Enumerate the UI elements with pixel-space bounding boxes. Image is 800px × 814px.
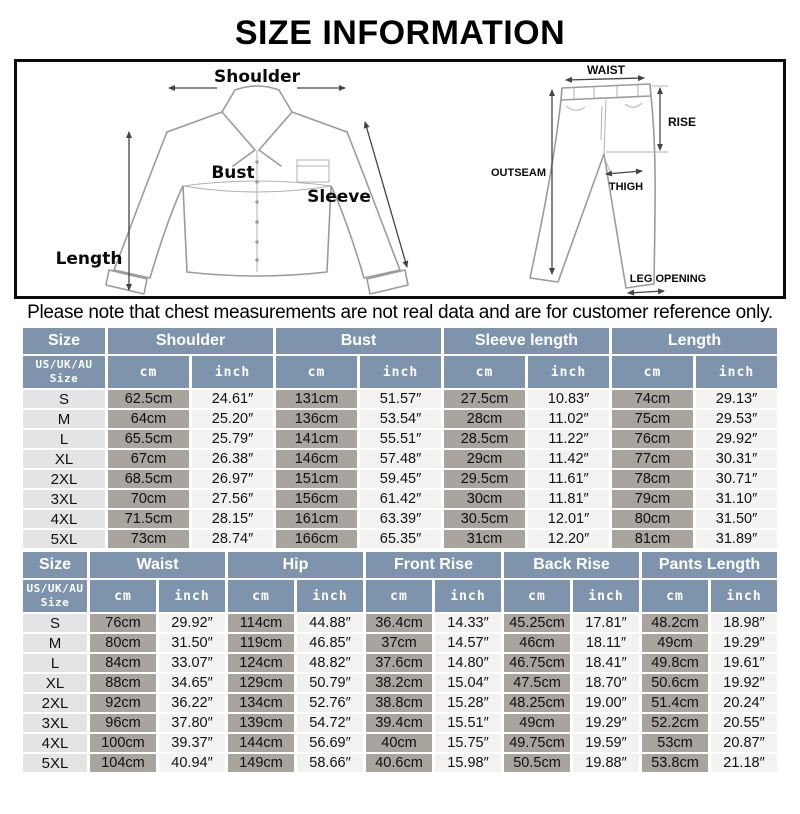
inch-value-cell: 58.66″: [297, 754, 363, 772]
cm-value-cell: 52.2cm: [642, 714, 708, 732]
size-label-cell: 5XL: [23, 530, 105, 548]
unit-inch-header: inch: [297, 580, 363, 612]
thigh-label: THIGH: [608, 181, 644, 193]
unit-cm-header: cm: [276, 356, 357, 388]
inch-value-cell: 56.69″: [297, 734, 363, 752]
cm-value-cell: 161cm: [276, 510, 357, 528]
inch-value-cell: 11.22″: [528, 430, 609, 448]
cm-value-cell: 114cm: [228, 614, 294, 632]
inch-value-cell: 15.28″: [435, 694, 501, 712]
inch-value-cell: 34.65″: [159, 674, 225, 692]
inch-value-cell: 39.37″: [159, 734, 225, 752]
inch-value-cell: 17.81″: [573, 614, 639, 632]
cm-value-cell: 76cm: [612, 430, 693, 448]
column-group-sleeve-length: Sleeve length: [444, 328, 609, 354]
inch-value-cell: 18.41″: [573, 654, 639, 672]
cm-value-cell: 37.6cm: [366, 654, 432, 672]
size-row-xl: [23, 450, 777, 468]
inch-value-cell: 19.59″: [573, 734, 639, 752]
cm-value-cell: 49.75cm: [504, 734, 570, 752]
shirt-size-table: [20, 326, 780, 550]
size-label-cell: M: [23, 410, 105, 428]
inch-value-cell: 61.42″: [360, 490, 441, 508]
inch-value-cell: 57.48″: [360, 450, 441, 468]
bust-label: Bust: [211, 163, 255, 183]
inch-value-cell: 10.83″: [528, 390, 609, 408]
inch-value-cell: 51.57″: [360, 390, 441, 408]
size-label-cell: M: [23, 634, 87, 652]
cm-value-cell: 30cm: [444, 490, 525, 508]
cm-value-cell: 64cm: [108, 410, 189, 428]
cm-value-cell: 27.5cm: [444, 390, 525, 408]
shoulder-label: Shoulder: [213, 67, 301, 87]
size-standard-header: US/UK/AU Size: [23, 356, 105, 388]
unit-cm-header: cm: [642, 580, 708, 612]
cm-value-cell: 65.5cm: [108, 430, 189, 448]
inch-value-cell: 31.10″: [696, 490, 777, 508]
inch-value-cell: 15.04″: [435, 674, 501, 692]
waist-label: WAIST: [587, 63, 625, 77]
size-row-5xl: [23, 530, 777, 548]
inch-value-cell: 44.88″: [297, 614, 363, 632]
cm-value-cell: 28cm: [444, 410, 525, 428]
cm-value-cell: 80cm: [90, 634, 156, 652]
cm-value-cell: 29cm: [444, 450, 525, 468]
cm-value-cell: 28.5cm: [444, 430, 525, 448]
inch-value-cell: 28.15″: [192, 510, 273, 528]
inch-value-cell: 19.00″: [573, 694, 639, 712]
inch-value-cell: 25.20″: [192, 410, 273, 428]
unit-cm-header: cm: [504, 580, 570, 612]
inch-value-cell: 31.50″: [159, 634, 225, 652]
column-group-header-row: [23, 552, 777, 578]
cm-value-cell: 39.4cm: [366, 714, 432, 732]
cm-value-cell: 77cm: [612, 450, 693, 468]
inch-value-cell: 63.39″: [360, 510, 441, 528]
column-group-shoulder: Shoulder: [108, 328, 273, 354]
cm-value-cell: 67cm: [108, 450, 189, 468]
cm-value-cell: 47.5cm: [504, 674, 570, 692]
cm-value-cell: 78cm: [612, 470, 693, 488]
cm-value-cell: 45.25cm: [504, 614, 570, 632]
cm-value-cell: 46cm: [504, 634, 570, 652]
inch-value-cell: 14.33″: [435, 614, 501, 632]
unit-inch-header: inch: [360, 356, 441, 388]
size-standard-header: US/UK/AU Size: [23, 580, 87, 612]
page-title: SIZE INFORMATION: [234, 14, 566, 52]
cm-value-cell: 80cm: [612, 510, 693, 528]
inch-value-cell: 55.51″: [360, 430, 441, 448]
inch-value-cell: 33.07″: [159, 654, 225, 672]
cm-value-cell: 134cm: [228, 694, 294, 712]
inch-value-cell: 36.22″: [159, 694, 225, 712]
size-row-m: [23, 410, 777, 428]
cm-value-cell: 144cm: [228, 734, 294, 752]
cm-value-cell: 104cm: [90, 754, 156, 772]
inch-value-cell: 30.71″: [696, 470, 777, 488]
unit-header-row: [23, 580, 777, 612]
pants-diagram: [454, 62, 783, 296]
inch-value-cell: 25.79″: [192, 430, 273, 448]
unit-inch-header: inch: [573, 580, 639, 612]
size-label-cell: 4XL: [23, 734, 87, 752]
size-label-cell: 2XL: [23, 470, 105, 488]
cm-value-cell: 49cm: [642, 634, 708, 652]
cm-value-cell: 37cm: [366, 634, 432, 652]
inch-value-cell: 29.92″: [696, 430, 777, 448]
inch-value-cell: 19.88″: [573, 754, 639, 772]
size-row-5xl: [23, 754, 777, 772]
length-label: Length: [55, 249, 123, 269]
cm-value-cell: 129cm: [228, 674, 294, 692]
inch-value-cell: 31.50″: [696, 510, 777, 528]
column-group-bust: Bust: [276, 328, 441, 354]
outseam-label: OUTSEAM: [491, 167, 546, 179]
size-label-cell: S: [23, 614, 87, 632]
unit-cm-header: cm: [366, 580, 432, 612]
cm-value-cell: 119cm: [228, 634, 294, 652]
unit-inch-header: inch: [696, 356, 777, 388]
unit-cm-header: cm: [228, 580, 294, 612]
inch-value-cell: 19.29″: [573, 714, 639, 732]
inch-value-cell: 54.72″: [297, 714, 363, 732]
inch-value-cell: 27.56″: [192, 490, 273, 508]
column-group-waist: Waist: [90, 552, 225, 578]
cm-value-cell: 48.25cm: [504, 694, 570, 712]
size-row-3xl: [23, 490, 777, 508]
unit-cm-header: cm: [612, 356, 693, 388]
cm-value-cell: 146cm: [276, 450, 357, 468]
cm-value-cell: 136cm: [276, 410, 357, 428]
column-group-hip: Hip: [228, 552, 363, 578]
inch-value-cell: 15.98″: [435, 754, 501, 772]
column-group-length: Length: [612, 328, 777, 354]
cm-value-cell: 151cm: [276, 470, 357, 488]
inch-value-cell: 18.70″: [573, 674, 639, 692]
inch-value-cell: 37.80″: [159, 714, 225, 732]
cm-value-cell: 40.6cm: [366, 754, 432, 772]
cm-value-cell: 131cm: [276, 390, 357, 408]
cm-value-cell: 38.8cm: [366, 694, 432, 712]
inch-value-cell: 18.98″: [711, 614, 777, 632]
size-row-4xl: [23, 734, 777, 752]
cm-value-cell: 46.75cm: [504, 654, 570, 672]
cm-value-cell: 68.5cm: [108, 470, 189, 488]
inch-value-cell: 65.35″: [360, 530, 441, 548]
shirt-diagram: [17, 62, 454, 296]
cm-value-cell: 100cm: [90, 734, 156, 752]
cm-value-cell: 31cm: [444, 530, 525, 548]
cm-value-cell: 38.2cm: [366, 674, 432, 692]
size-label-cell: 3XL: [23, 714, 87, 732]
cm-value-cell: 88cm: [90, 674, 156, 692]
unit-inch-header: inch: [528, 356, 609, 388]
cm-value-cell: 156cm: [276, 490, 357, 508]
rise-label: RISE: [668, 115, 697, 129]
size-label-cell: L: [23, 654, 87, 672]
inch-value-cell: 20.24″: [711, 694, 777, 712]
column-group-front-rise: Front Rise: [366, 552, 501, 578]
inch-value-cell: 48.82″: [297, 654, 363, 672]
cm-value-cell: 71.5cm: [108, 510, 189, 528]
column-group-size: Size: [23, 328, 105, 354]
size-row-s: [23, 614, 777, 632]
note-text: Please note that chest measurements are not real data and are for customer reference only.: [27, 302, 773, 323]
cm-value-cell: 79cm: [612, 490, 693, 508]
inch-value-cell: 19.92″: [711, 674, 777, 692]
inch-value-cell: 18.11″: [573, 634, 639, 652]
cm-value-cell: 74cm: [612, 390, 693, 408]
column-group-pants-length: Pants Length: [642, 552, 777, 578]
inch-value-cell: 11.42″: [528, 450, 609, 468]
column-group-size: Size: [23, 552, 87, 578]
pants-size-table: [20, 550, 780, 774]
inch-value-cell: 11.02″: [528, 410, 609, 428]
size-label-cell: S: [23, 390, 105, 408]
inch-value-cell: 40.94″: [159, 754, 225, 772]
cm-value-cell: 141cm: [276, 430, 357, 448]
size-label-cell: 2XL: [23, 694, 87, 712]
column-group-header-row: [23, 328, 777, 354]
unit-cm-header: cm: [108, 356, 189, 388]
cm-value-cell: 30.5cm: [444, 510, 525, 528]
cm-value-cell: 29.5cm: [444, 470, 525, 488]
inch-value-cell: 19.61″: [711, 654, 777, 672]
cm-value-cell: 62.5cm: [108, 390, 189, 408]
inch-value-cell: 11.61″: [528, 470, 609, 488]
inch-value-cell: 14.57″: [435, 634, 501, 652]
leg-opening-label: LEG OPENING: [629, 273, 707, 285]
size-label-cell: 3XL: [23, 490, 105, 508]
size-label-cell: L: [23, 430, 105, 448]
inch-value-cell: 53.54″: [360, 410, 441, 428]
inch-value-cell: 31.89″: [696, 530, 777, 548]
size-row-s: [23, 390, 777, 408]
size-row-l: [23, 654, 777, 672]
cm-value-cell: 53cm: [642, 734, 708, 752]
cm-value-cell: 40cm: [366, 734, 432, 752]
inch-value-cell: 14.80″: [435, 654, 501, 672]
size-row-3xl: [23, 714, 777, 732]
cm-value-cell: 149cm: [228, 754, 294, 772]
size-label-cell: 4XL: [23, 510, 105, 528]
cm-value-cell: 73cm: [108, 530, 189, 548]
inch-value-cell: 26.38″: [192, 450, 273, 468]
size-row-4xl: [23, 510, 777, 528]
inch-value-cell: 21.18″: [711, 754, 777, 772]
cm-value-cell: 50.5cm: [504, 754, 570, 772]
inch-value-cell: 20.87″: [711, 734, 777, 752]
inch-value-cell: 29.92″: [159, 614, 225, 632]
unit-header-row: [23, 356, 777, 388]
size-row-2xl: [23, 694, 777, 712]
sleeve-label: Sleeve: [307, 187, 371, 207]
inch-value-cell: 50.79″: [297, 674, 363, 692]
unit-cm-header: cm: [444, 356, 525, 388]
inch-value-cell: 46.85″: [297, 634, 363, 652]
size-row-m: [23, 634, 777, 652]
cm-value-cell: 76cm: [90, 614, 156, 632]
inch-value-cell: 59.45″: [360, 470, 441, 488]
inch-value-cell: 29.13″: [696, 390, 777, 408]
inch-value-cell: 52.76″: [297, 694, 363, 712]
inch-value-cell: 19.29″: [711, 634, 777, 652]
cm-value-cell: 92cm: [90, 694, 156, 712]
inch-value-cell: 12.20″: [528, 530, 609, 548]
inch-value-cell: 28.74″: [192, 530, 273, 548]
inch-value-cell: 12.01″: [528, 510, 609, 528]
cm-value-cell: 84cm: [90, 654, 156, 672]
inch-value-cell: 15.51″: [435, 714, 501, 732]
cm-value-cell: 51.4cm: [642, 694, 708, 712]
cm-value-cell: 96cm: [90, 714, 156, 732]
inch-value-cell: 26.97″: [192, 470, 273, 488]
unit-inch-header: inch: [159, 580, 225, 612]
unit-inch-header: inch: [435, 580, 501, 612]
size-label-cell: 5XL: [23, 754, 87, 772]
size-row-l: [23, 430, 777, 448]
cm-value-cell: 124cm: [228, 654, 294, 672]
cm-value-cell: 50.6cm: [642, 674, 708, 692]
size-diagram-panel: [14, 59, 786, 299]
unit-cm-header: cm: [90, 580, 156, 612]
size-row-xl: [23, 674, 777, 692]
cm-value-cell: 81cm: [612, 530, 693, 548]
inch-value-cell: 15.75″: [435, 734, 501, 752]
size-label-cell: XL: [23, 674, 87, 692]
unit-inch-header: inch: [192, 356, 273, 388]
cm-value-cell: 53.8cm: [642, 754, 708, 772]
inch-value-cell: 30.31″: [696, 450, 777, 468]
unit-inch-header: inch: [711, 580, 777, 612]
inch-value-cell: 11.81″: [528, 490, 609, 508]
size-label-cell: XL: [23, 450, 105, 468]
column-group-back-rise: Back Rise: [504, 552, 639, 578]
inch-value-cell: 20.55″: [711, 714, 777, 732]
cm-value-cell: 49.8cm: [642, 654, 708, 672]
cm-value-cell: 166cm: [276, 530, 357, 548]
inch-value-cell: 24.61″: [192, 390, 273, 408]
cm-value-cell: 49cm: [504, 714, 570, 732]
cm-value-cell: 70cm: [108, 490, 189, 508]
size-row-2xl: [23, 470, 777, 488]
cm-value-cell: 139cm: [228, 714, 294, 732]
cm-value-cell: 75cm: [612, 410, 693, 428]
inch-value-cell: 29.53″: [696, 410, 777, 428]
cm-value-cell: 48.2cm: [642, 614, 708, 632]
cm-value-cell: 36.4cm: [366, 614, 432, 632]
